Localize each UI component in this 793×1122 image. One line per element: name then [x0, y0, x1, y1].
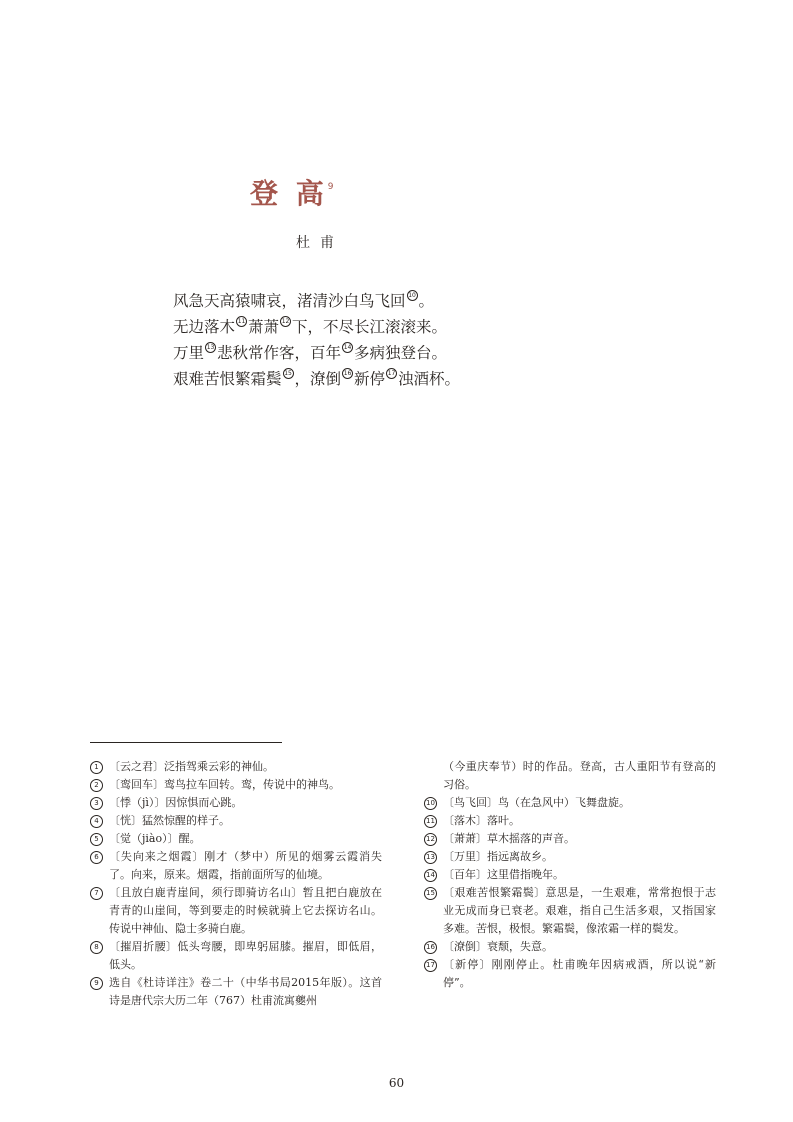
footnote-number: 12	[424, 833, 437, 846]
poem-text: 艰难苦恨繁霜鬓	[173, 370, 282, 388]
footnote-text: 〔觉（jiào）〕醒。	[109, 832, 201, 845]
poem-text: 悲秋常作客，百年	[217, 344, 342, 362]
footnote-item	[90, 758, 382, 776]
poem-text: 多病独登台。	[354, 344, 448, 362]
footnote-divider	[90, 742, 282, 743]
footnote-ref-marker: 12	[281, 318, 290, 325]
footnote-item	[90, 776, 382, 794]
footnote-ref-marker: 10	[408, 292, 416, 299]
footnote-number: 10	[424, 797, 437, 810]
footnote-item	[90, 794, 382, 812]
footnote-number: 13	[424, 851, 437, 864]
footnote-item	[424, 830, 716, 848]
footnote-continuation: （今重庆奉节）时的作品。登高，古人重阳节有登高的习俗。	[443, 760, 716, 791]
footnote-text: 〔鸾回车〕鸾鸟拉车回转。鸾，传说中的神鸟。	[109, 778, 340, 791]
poem-line	[173, 340, 460, 366]
footnote-item	[424, 956, 716, 992]
footnote-text: 〔云之君〕泛指驾乘云彩的神仙。	[109, 760, 274, 773]
poem-text: 下，不尽长江滚滚来。	[292, 318, 448, 336]
footnote-number: 5	[90, 833, 103, 846]
footnote-item	[424, 866, 716, 884]
footnote-ref-marker: 15	[284, 370, 292, 377]
footnote-number: 6	[90, 851, 103, 864]
footnote-text: 〔百年〕这里借指晚年。	[443, 868, 564, 881]
footnote-item	[424, 812, 716, 830]
footnote-item	[90, 974, 382, 1010]
footnote-item	[90, 938, 382, 974]
footnote-text: 〔失向来之烟霞〕刚才（梦中）所见的烟雾云霞消失了。向来，原来。烟霞，指前面所写的仙境。	[109, 850, 382, 881]
footnote-text: 〔新停〕刚刚停止。杜甫晚年因病戒酒，所以说“新停”。	[443, 958, 716, 989]
footnote-number: 17	[424, 959, 437, 972]
poem-text: 浊酒杯。	[398, 370, 461, 388]
title-note-ref: 9	[327, 182, 338, 192]
poem-text: 。	[418, 292, 435, 310]
poem-text: 万里	[173, 344, 205, 362]
footnotes-left-column	[90, 758, 382, 1010]
footnote-ref-marker: 11	[237, 318, 246, 325]
footnote-text: 〔落木〕落叶。	[443, 814, 520, 827]
footnote-text: 〔恍〕猛然惊醒的样子。	[109, 814, 230, 827]
footnote-number: 7	[90, 887, 103, 900]
page-number: 60	[388, 1076, 405, 1090]
footnote-ref-marker: 13	[206, 344, 215, 351]
footnote-text: 〔鸟飞回〕鸟（在急风中）飞舞盘旋。	[443, 796, 630, 809]
poem-title	[250, 172, 390, 212]
footnote-text: 〔艰难苦恨繁霜鬓〕意思是，一生艰难，常常抱恨于志业无成而身已衰老。艰难，指自己生活多艰，又指国家多难。苦恨，极恨。繁霜鬓，像浓霜一样的鬓发。	[443, 886, 716, 935]
poem-author: 杜甫	[296, 235, 344, 251]
poem-line	[173, 314, 460, 340]
footnote-text: 〔悸（jì）〕因惊惧而心跳。	[109, 796, 243, 809]
poem-body	[173, 288, 460, 392]
footnote-item	[424, 884, 716, 938]
footnote-number: 3	[90, 797, 103, 810]
footnote-number: 9	[90, 977, 103, 990]
poem-text: 无边落木	[173, 318, 236, 336]
footnote-number: 2	[90, 779, 103, 792]
footnote-ref-marker: 17	[387, 370, 396, 377]
footnote-number: 11	[424, 815, 437, 828]
poem-text: ，潦倒	[294, 370, 342, 388]
footnote-item	[90, 830, 382, 848]
footnote-number: 1	[90, 761, 103, 774]
poem-line	[173, 288, 460, 314]
poem-text: 风急天高猿啸哀，渚清沙白鸟飞回	[173, 292, 406, 310]
footnote-text: 〔摧眉折腰〕低头弯腰，即卑躬屈膝。摧眉，即低眉，低头。	[109, 940, 382, 971]
footnote-text: 〔且放白鹿青崖间，须行即骑访名山〕暂且把白鹿放在青青的山崖间，等到要走的时候就骑上它去探访名山。传说中神仙、隐士多骑白鹿。	[109, 886, 382, 935]
footnotes-right-column	[424, 758, 716, 992]
footnote-number: 8	[90, 941, 103, 954]
footnote-ref-marker: 16	[343, 370, 352, 377]
footnote-text: 〔萧萧〕草木摇落的声音。	[443, 832, 575, 845]
footnote-number: 16	[424, 941, 437, 954]
footnote-text: 选自《杜诗详注》卷二十（中华书局2015年版）。这首诗是唐代宗大历二年（767）杜甫流寓夔州	[109, 976, 382, 1007]
footnote-ref-marker: 14	[343, 344, 352, 351]
footnote-item	[90, 848, 382, 884]
footnote-item	[424, 938, 716, 956]
poem-line	[173, 366, 460, 392]
footnote-item	[90, 884, 382, 938]
poem-text: 新停	[354, 370, 386, 388]
footnote-text: 〔万里〕指远离故乡。	[443, 850, 553, 863]
footnote-number: 15	[424, 887, 437, 900]
title-text: 登 高	[250, 177, 328, 210]
footnote-text: 〔潦倒〕衰颓，失意。	[443, 940, 553, 953]
footnote-number: 14	[424, 869, 437, 882]
poem-text: 萧萧	[248, 318, 280, 336]
footnote-item	[90, 812, 382, 830]
footnote-item	[424, 848, 716, 866]
footnote-number: 4	[90, 815, 103, 828]
footnote-item	[424, 794, 716, 812]
